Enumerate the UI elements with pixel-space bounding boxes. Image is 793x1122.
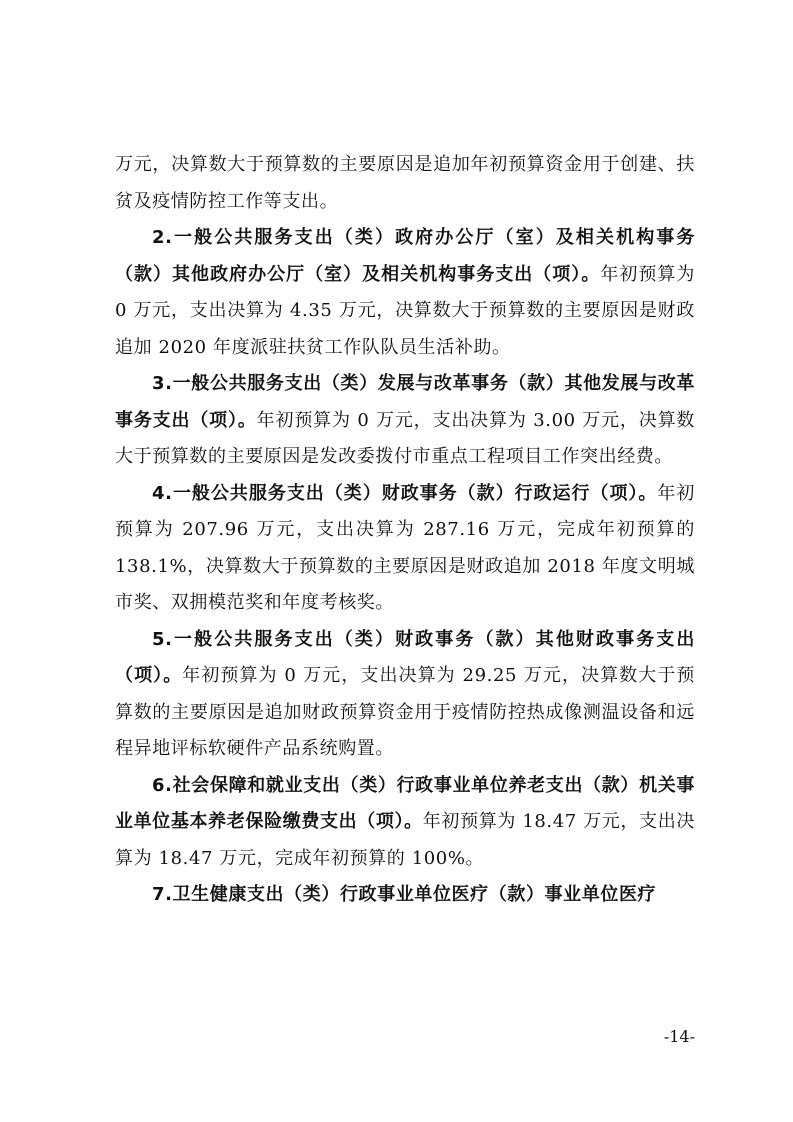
paragraph-3 [115,366,695,476]
paragraph-1-text: 万元，决算数大于预算数的主要原因是追加年初预算资金用于创建、扶贫及疫情防控工作等支出。 [115,154,695,212]
paragraph-4-heading: 4.一般公共服务支出（类）财政事务（款）行政运行（项）。 [152,482,658,504]
paragraph-6-text: 年初预算为 18.47 万元，支出决算为 18.47 万元，完成年初预算的 100%。 [115,811,695,869]
paragraph-7 [115,877,695,914]
paragraph-2-text: 年初预算为 0 万元，支出决算为 4.35 万元，决算数大于预算数的主要原因是财政追加 2020 年度派驻扶贫工作队队员生活补助。 [115,263,695,358]
paragraph-7-heading: 7.卫生健康支出（类）行政事业单位医疗（款）事业单位医疗 [152,884,657,905]
paragraph-6-heading: 6.社会保障和就业支出（类）行政事业单位养老支出（款）机关事业单位基本养老保险缴费支出（项）。 [115,774,695,832]
paragraph-5-text: 年初预算为 0 万元，支出决算为 29.25 万元，决算数大于预算数的主要原因是追加财政预算资金用于疫情防控热成像测温设备和远程异地评标软硬件产品系统购置。 [115,665,695,759]
paragraph-4-text: 年初预算为 207.96 万元，支出决算为 287.16 万元，完成年初预算的 138.1%，决算数大于预算数的主要原因是财政追加 2018 年度文明城市奖、双拥模范奖和年度考核奖。 [115,482,695,613]
paragraph-5-heading: 5.一般公共服务支出（类）财政事务（款）其他财政事务支出（项）。 [115,628,695,686]
paragraph-6 [115,768,695,878]
paragraph-2 [115,220,695,366]
paragraph-2-heading: 2.一般公共服务支出（类）政府办公厅（室）及相关机构事务（款）其他政府办公厅（室）及相关机构事务支出（项）。 [115,227,695,285]
page-number: -14- [663,1027,695,1046]
paragraph-1 [115,147,695,220]
paragraph-4 [115,476,695,622]
document-body [115,147,695,914]
paragraph-3-heading: 3.一般公共服务支出（类）发展与改革事务（款）其他发展与改革事务支出（项）。 [115,373,695,431]
paragraph-3-text: 年初预算为 0 万元，支出决算为 3.00 万元，决算数大于预算数的主要原因是发改委拨付市重点工程项目工作突出经费。 [115,409,695,467]
paragraph-5 [115,622,695,768]
